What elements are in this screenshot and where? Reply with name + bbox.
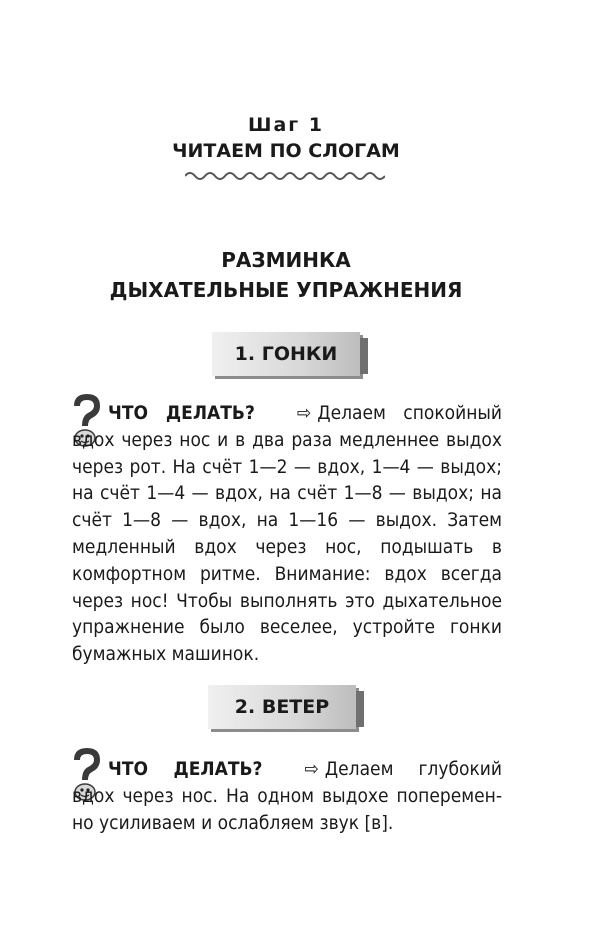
exercise-paragraph-1 — [72, 400, 502, 668]
what-to-do-label: ЧТО ДЕЛАТЬ? — [108, 758, 263, 780]
exercise-paragraph-2 — [72, 756, 502, 836]
step-label: Шаг 1 — [247, 114, 325, 136]
exercise-tag-label: 2. ВЕТЕР — [234, 696, 330, 718]
section-title-1: РАЗМИНКА — [221, 248, 351, 272]
what-to-do-label: ЧТО ДЕЛАТЬ? — [108, 402, 255, 424]
section-title-2: ДЫХАТЕЛЬНЫЕ УПРАЖНЕНИЯ — [109, 278, 463, 302]
exercise-tag-label: 1. ГОНКИ — [234, 343, 338, 365]
arrow-right-icon: ⇨ — [304, 758, 319, 780]
exercise-tag-1 — [212, 332, 360, 376]
exercise-text: Делаем спокойный вдох через нос и в два раза медленнее выдох через рот. На счёт 1—2 — вдох, 1—4 — выдох; на счёт 1—4 — вдох, на счёт 1—8 — выдох; на счёт 1—8 — вдох, на 1—16 — выдох. Затем медленный вдох через нос, подышать в комфортном ритме. Внимание: вдох всегда через нос! Чтобы выполнять это дыхательное упражнение было веселее, устройте гонки бумажных машинок. — [72, 402, 503, 666]
step-title: ЧИТАЕМ ПО СЛОГАМ — [172, 140, 400, 162]
exercise-tag-2 — [208, 685, 356, 729]
wavy-divider — [185, 169, 385, 183]
arrow-right-icon: ⇨ — [296, 402, 312, 424]
exercise-text: Делаем глубокий вдох через нос. На одном выдохе попеременно усиливаем и ослабляем звук [в]. — [72, 758, 502, 834]
